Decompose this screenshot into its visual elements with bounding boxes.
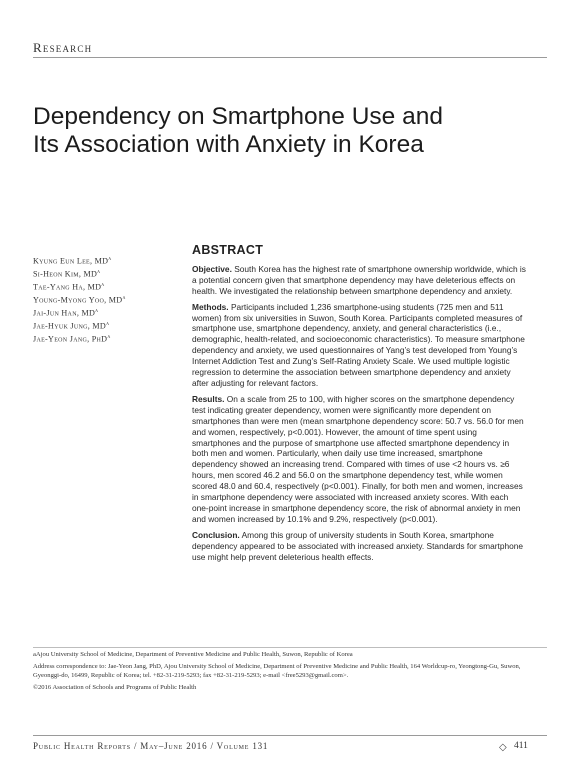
article-title bbox=[33, 103, 533, 159]
diamond-icon: ◇ bbox=[499, 742, 507, 753]
copyright-note: ©2016 Association of Schools and Programs of Public Health bbox=[33, 684, 197, 692]
author: Jai-Jun Han, $MD^a$ bbox=[33, 307, 99, 318]
abstract-results: Results. On a scale from 25 to 100, with higher scores on the smartphone dependency test indicating greater dependency, women were significantly more dependent on smartphones than were men (mean smartphone dependency score: 50.7 vs. 56.0 for men and women, respectively, p<0.001). However, the amount of time spent using smartphones and the purpose of smartphone use affected smartphone dependency in both men and women. Particularly, when daily use time increased, smartphone dependency showed an increasing trend. Compared with times of use <2 hours vs. ≥6 hours, men scored 46.2 and 56.0 on the smartphone dependency test, while women scored 48.0 and 60.4, respectively (p<0.001). Finally, for both men and women, increases in smartphone dependency were associated with increased anxiety scores. With each one-point increase in smartphone dependency score, the risk of abnormal anxiety in men and women increased by 10.1% and 9.2%, respectively (p<0.001). bbox=[192, 393, 524, 524]
author-list bbox=[33, 254, 193, 345]
author: Si-Heon Kim, $MD^a$ bbox=[33, 268, 101, 279]
footnotes bbox=[33, 650, 547, 695]
running-footer: Public Health Reports / May–June 2016 / Volume 131 bbox=[33, 741, 269, 751]
author: Tae-Yang Ha, $MD^a$ bbox=[33, 281, 105, 292]
top-divider bbox=[33, 57, 547, 58]
author: Kyung Eun Lee, $MD^a$ bbox=[33, 256, 112, 266]
abstract-methods: Methods. Participants included 1,236 smartphone-using students (725 men and 511 women) from six universities in Suwon, South Korea. Participants completed measures of smartphone use, smartphone dependency, anxiety, and general characteristics (i.e., demographic, health-related, and socioeconomic characteristics). To measure smartphone dependency and anxiety, we used questionnaires of Yang’s test developed from Young’s Internet Addiction Test and Zung’s Self-Rating Anxiety Scale. We used multiple logistic regression to determine the association between smartphone dependency and anxiety after adjusting for relevant factors. bbox=[192, 301, 525, 388]
affiliation-note: aAjou University School of Medicine, Department of Preventive Medicine and Public Health, Suwon, Republic of Korea bbox=[33, 651, 353, 658]
abstract-objective: Objective. South Korea has the highest rate of smartphone ownership worldwide, which is a potential concern given that smartphone dependency may have deleterious effects on health. We investigated the relationship between smartphone dependency and anxiety. bbox=[192, 263, 526, 296]
abstract bbox=[192, 245, 527, 567]
author: Young-Myong Yoo, $MD^a$ bbox=[33, 294, 126, 305]
author: Jae-Hyuk Jung, $MD^a$ bbox=[33, 320, 110, 331]
correspondence-note: Address correspondence to: Jae-Yeon Jang, PhD, Ajou University School of Medicine, Department of Preventive Medicine and Public Health, 164 Worldcup-ro, Yeongtong-Gu, Suwon, Gyeonggi-do, 16499, Republic of Korea; tel. +82-31-219-5293; fax +82-31-219-5293; e-mail <free5293@gmail.com>. bbox=[33, 663, 521, 680]
title-line-2: Its Association with Anxiety in Korea bbox=[33, 131, 424, 158]
page-number: 411 bbox=[514, 741, 528, 751]
bottom-divider bbox=[33, 735, 547, 736]
footnote-divider bbox=[33, 647, 547, 648]
abstract-conclusion: Conclusion. Among this group of university students in South Korea, smartphone dependency appeared to be associated with increased anxiety. Standards for smartphone use might help prevent deleterious health effects. bbox=[192, 529, 524, 562]
section-label: Research bbox=[33, 40, 93, 55]
author: Jae-Yeon Jang, PhD$^a$ bbox=[33, 333, 111, 344]
abstract-heading: ABSTRACT bbox=[192, 243, 264, 257]
title-line-1: Dependency on Smartphone Use and bbox=[33, 103, 443, 130]
